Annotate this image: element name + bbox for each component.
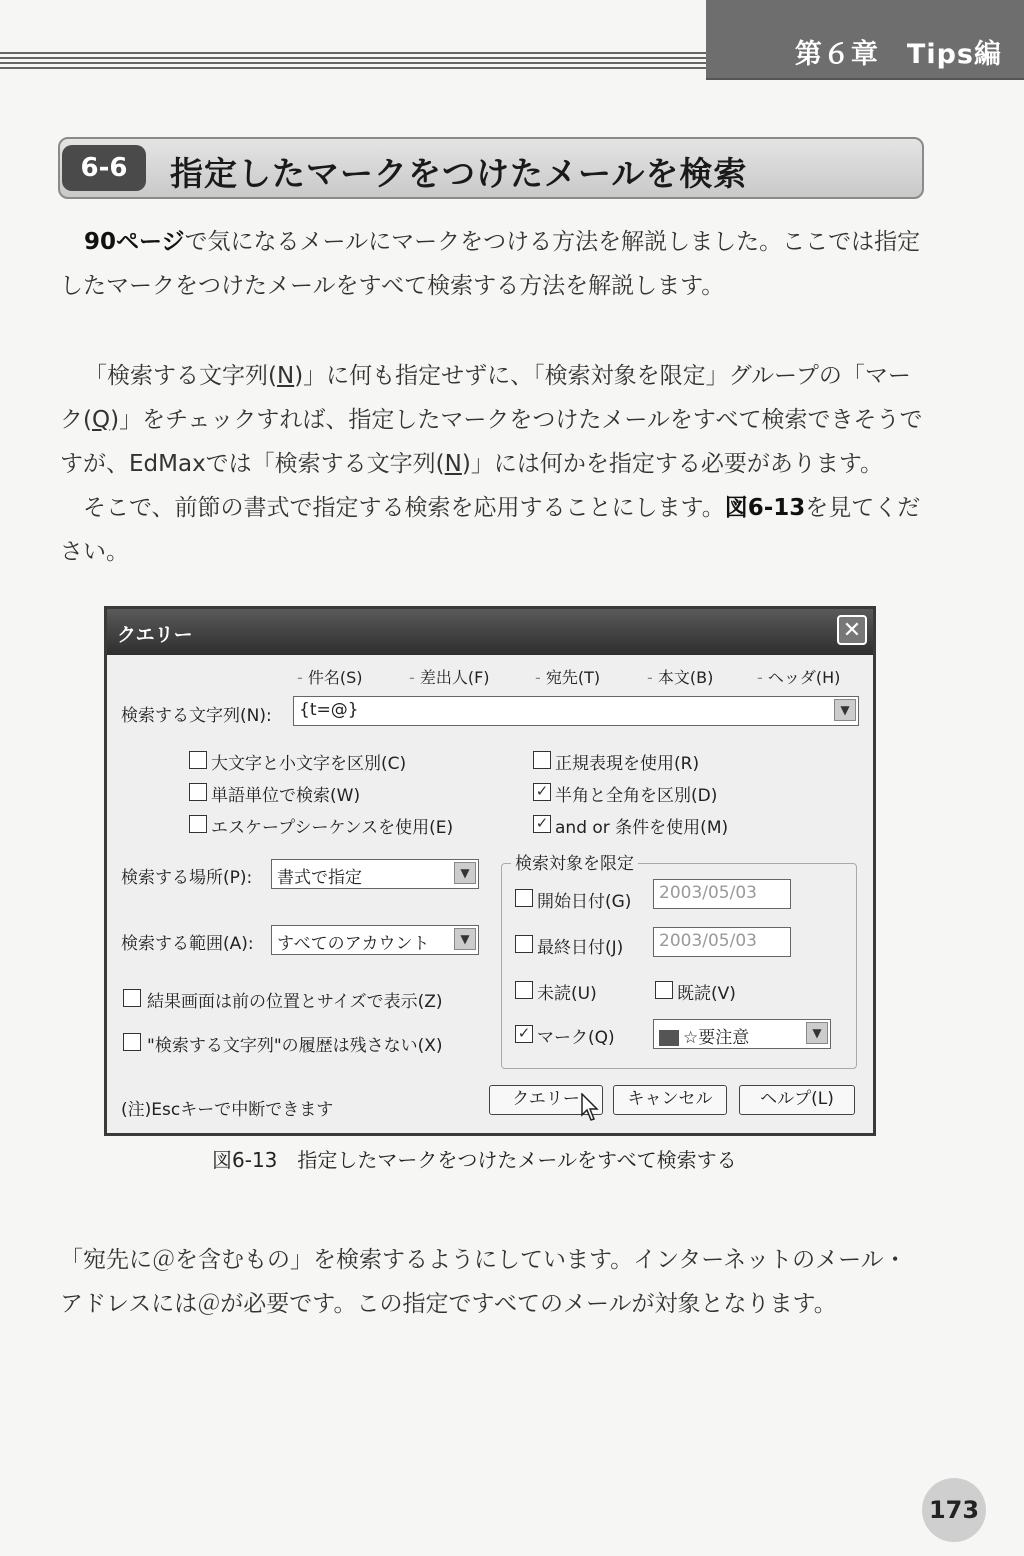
close-icon[interactable]: ✕ [837,615,867,645]
group-label: 検索対象を限定 [511,849,638,874]
checkbox-case[interactable] [189,751,207,769]
checkbox-start-date[interactable] [515,889,533,907]
checkbox-mark[interactable]: ✓ [515,1025,533,1043]
help-button[interactable]: ヘルプ(L) [739,1085,855,1115]
result-pos-label: 結果画面は前の位置とサイズで表示(Z) [147,992,443,1012]
cancel-button[interactable]: キャンセル [613,1085,727,1115]
place-select[interactable]: 書式で指定 ▼ [271,859,479,889]
chevron-down-icon[interactable]: ▼ [806,1022,828,1044]
checkbox-read[interactable] [655,981,673,999]
body-paragraph-3: そこで、前節の書式で指定する検索を応用することにします。図6-13を見てください。 [60,495,921,565]
dialog-title: クエリー [117,624,193,646]
chapter-tab [706,0,1024,80]
end-date-field[interactable]: 2003/05/03 [653,927,791,957]
note-text: (注)Escキーで中断できます [121,1100,334,1120]
read-label: 既読(V) [677,984,736,1004]
radio-subject[interactable]: - 件名(S) [297,665,363,688]
page-ref: 90ページ [84,229,185,255]
dialog-titlebar [107,609,873,655]
scope-label: 検索する範囲(A): [121,934,254,954]
page-number: 173 [922,1478,986,1542]
search-input[interactable]: {t=@} ▼ [293,696,859,726]
checkbox-regex[interactable] [533,751,551,769]
scope-select[interactable]: すべてのアカウント ▼ [271,925,479,955]
checkbox-escape[interactable] [189,815,207,833]
body-paragraph-2: 「検索する文字列(N)」に何も指定せずに、「検索対象を限定」グループの「マーク(Q)」をチェックすれば、指定したマークをつけたメールをすべて検索できそうですが、EdMaxでは「検索する文字列(N)」には何かを指定する必要があります。 [60,363,923,477]
radio-body[interactable]: - 本文(B) [647,665,713,688]
start-date-label: 開始日付(G) [537,892,632,912]
intro-paragraph: 90ページで気になるメールにマークをつける方法を解説しました。ここでは指定したマークをつけたメールをすべて検索する方法を解説します。 [60,229,921,299]
checkbox-word[interactable] [189,783,207,801]
unread-label: 未読(U) [537,984,597,1004]
place-label: 検索する場所(P): [121,868,253,888]
search-label: 検索する文字列(N): [121,706,272,726]
end-date-label: 最終日付(J) [537,938,624,958]
chevron-down-icon[interactable]: ▼ [454,928,476,950]
chevron-down-icon[interactable]: ▼ [834,699,856,721]
radio-from[interactable]: - 差出人(F) [409,665,490,688]
section-title: 指定したマークをつけたメールを検索 [170,154,748,193]
checkbox-no-history[interactable] [123,1033,141,1051]
mark-label: マーク(Q) [537,1028,615,1048]
checkbox-andor[interactable]: ✓ [533,815,551,833]
checkbox-end-date[interactable] [515,935,533,953]
query-dialog [104,606,876,1136]
checkbox-unread[interactable] [515,981,533,999]
cursor-icon [581,1093,599,1123]
option-regex-label: 正規表現を使用(R) [555,754,700,774]
section-number: 6-6 [62,145,146,191]
mark-select[interactable]: ☆要注意 ▼ [653,1019,831,1049]
option-andor-label: and or 条件を使用(M) [555,818,729,838]
figure-caption: 図6-13 指定したマークをつけたメールをすべて検索する [212,1148,737,1172]
option-escape-label: エスケープシーケンスを使用(E) [211,818,454,838]
chapter-title: 第６章 Tips編 [794,39,1002,70]
header-rule [0,52,712,76]
mark-color-swatch [659,1030,679,1046]
option-width-label: 半角と全角を区別(D) [555,786,718,806]
start-date-field[interactable]: 2003/05/03 [653,879,791,909]
chevron-down-icon[interactable]: ▼ [454,862,476,884]
option-case-label: 大文字と小文字を区別(C) [211,754,407,774]
figure-ref: 図6-13 [724,495,806,521]
no-history-label: "検索する文字列"の履歴は残さない(X) [147,1036,443,1056]
option-word-label: 単語単位で検索(W) [211,786,361,806]
query-button[interactable]: クエリー [489,1085,603,1115]
checkbox-result-pos[interactable] [123,989,141,1007]
radio-header[interactable]: - ヘッダ(H) [757,665,840,688]
checkbox-width[interactable]: ✓ [533,783,551,801]
radio-to[interactable]: - 宛先(T) [535,665,600,688]
body-paragraph-4: 「宛先に＠を含むもの」を検索するようにしています。インターネットのメール・アドレスには＠が必要です。この指定ですべてのメールが対象となります。 [60,1247,907,1317]
